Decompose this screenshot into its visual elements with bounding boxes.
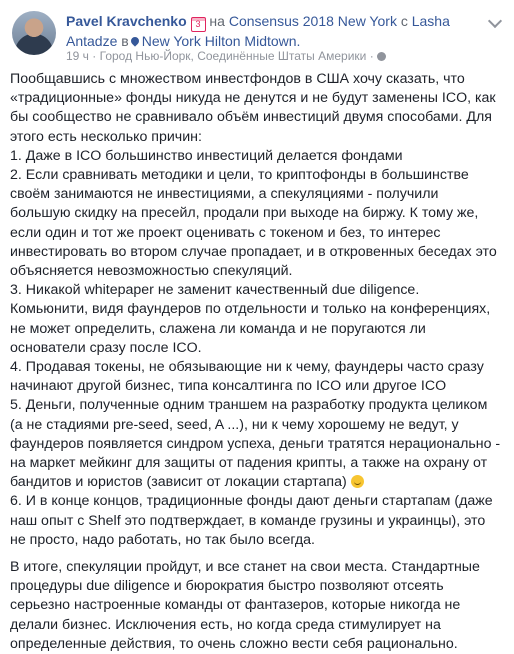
post-text-line: на маркет мейкинг для защиты от падения крипты, а также на охрану от: [10, 455, 488, 472]
post-text-line: этого есть несколько причин:: [10, 128, 202, 145]
post-meta: [66, 49, 386, 63]
post-text-line: делали бизнес. Исключения есть, но когда среда стимулирует на: [10, 616, 441, 633]
chevron-down-icon[interactable]: [488, 14, 502, 28]
place-link[interactable]: New York Hilton Midtown.: [141, 33, 301, 49]
location-pin-icon: [129, 35, 140, 46]
post-location: Город Нью-Йорк, Соединённые Штаты Америки: [99, 49, 367, 63]
post-text-line: серьезно настроенные команды от фантазеров, которые никогда не: [10, 597, 461, 614]
post-text-line: не может определить, слажена ли команда и не поругаются ли: [10, 320, 426, 337]
post-text-line: не просто, надо работать, но так было всегда.: [10, 531, 315, 548]
post-header: [10, 8, 504, 64]
post-text-line: 5. Деньги, полученные одним траншем на разработку продукта целиком: [10, 397, 488, 414]
post-text-line: бандитов и юристов (зависит от локации стартапа): [10, 473, 505, 492]
meta-separator-2: ·: [369, 49, 374, 63]
post-text-line: (а не стадиями pre-seed, seed, A ...), ни к чему хорошему не ведут, у: [10, 416, 459, 433]
post-text-line: определенные действия, то очень сложно вести себя рационально.: [10, 635, 458, 652]
post-text-line: 6. И в конце концов, традиционные фонды дают деньги стартапам (даже: [10, 493, 493, 510]
post-paragraph-2: [10, 558, 505, 654]
post-text-line: начинают другой бизнес, типа консалтинга по ICO или другое ICO: [10, 378, 447, 395]
post-text-line: В итоге, спекуляции пройдут, и все станет на свои места. Стандартные: [10, 559, 480, 576]
post-text-line: наш опыт с Shelf это подтверждает, в команде грузины и украинцы), это: [10, 512, 486, 529]
post-text-line: бы сообщество не сравнивало объём инвестиций двумя способами. Для: [10, 109, 492, 126]
smile-emoji-icon: [351, 475, 364, 488]
post-text-line: Комьюнити, видя фаундеров по отдельности и только на конференциях,: [10, 301, 491, 318]
post-text-line: процедуры due diligence и бюрократия быстро позволяют отсеять: [10, 578, 444, 595]
post-paragraph-1: [10, 70, 505, 550]
meta-separator: ·: [92, 49, 97, 63]
calendar-badge-icon: 3: [191, 17, 206, 32]
author-avatar[interactable]: [12, 11, 56, 55]
post-text-line: объясняется невозможностью спекуляций.: [10, 263, 293, 280]
event-link[interactable]: Consensus 2018 New York: [228, 13, 397, 29]
post-text-line: Пообщавшись с множеством инвестфондов в США хочу сказать, что: [10, 71, 465, 87]
author-name-link[interactable]: Pavel Kravchenko: [66, 13, 187, 29]
in-text: в: [121, 33, 129, 49]
post-time-link[interactable]: 19 ч: [66, 49, 89, 63]
post-text-line: инвестировать во втором случае пропадает, и в откровенных беседах это: [10, 243, 497, 260]
post-text-line: основатели сразу после ICO.: [10, 339, 202, 356]
post-text-line: фаундеров появляется синдром успеха, деньги тратятся нерационально -: [10, 435, 501, 452]
post-text-line: 2. Если сравнивать методики и цели, то криптофонды в большинстве: [10, 167, 469, 184]
post-text-line: 1. Даже в ICO большинство инвестиций делается фондами: [10, 147, 403, 164]
post-text-line: «традиционные» фонды никуда не денутся и не будут заменены ICO, как: [10, 90, 496, 107]
post-text-line: большую скидку на пресейл, продали при выходе на биржу. К тому же,: [10, 205, 479, 222]
post-body: [10, 70, 505, 654]
post-text-line: 4. Продавая токены, не обязывающие ни к чему, фаундеры часто сразу: [10, 359, 484, 376]
with-text: с: [400, 13, 408, 29]
post-text-line: 3. Никакой whitepaper не заменит качественный due diligence.: [10, 282, 420, 299]
at-text: на: [209, 13, 225, 29]
globe-icon[interactable]: [377, 52, 386, 61]
post-text-line: если один и тот же проект оценивать с токеном и без, то интерес: [10, 224, 441, 241]
post-text-line: своём занимаются не инвестициями, а спекуляциями - получили: [10, 186, 439, 203]
post-title-line: [66, 12, 486, 50]
tagged-person-link[interactable]: Lasha Antadze: [66, 13, 450, 49]
